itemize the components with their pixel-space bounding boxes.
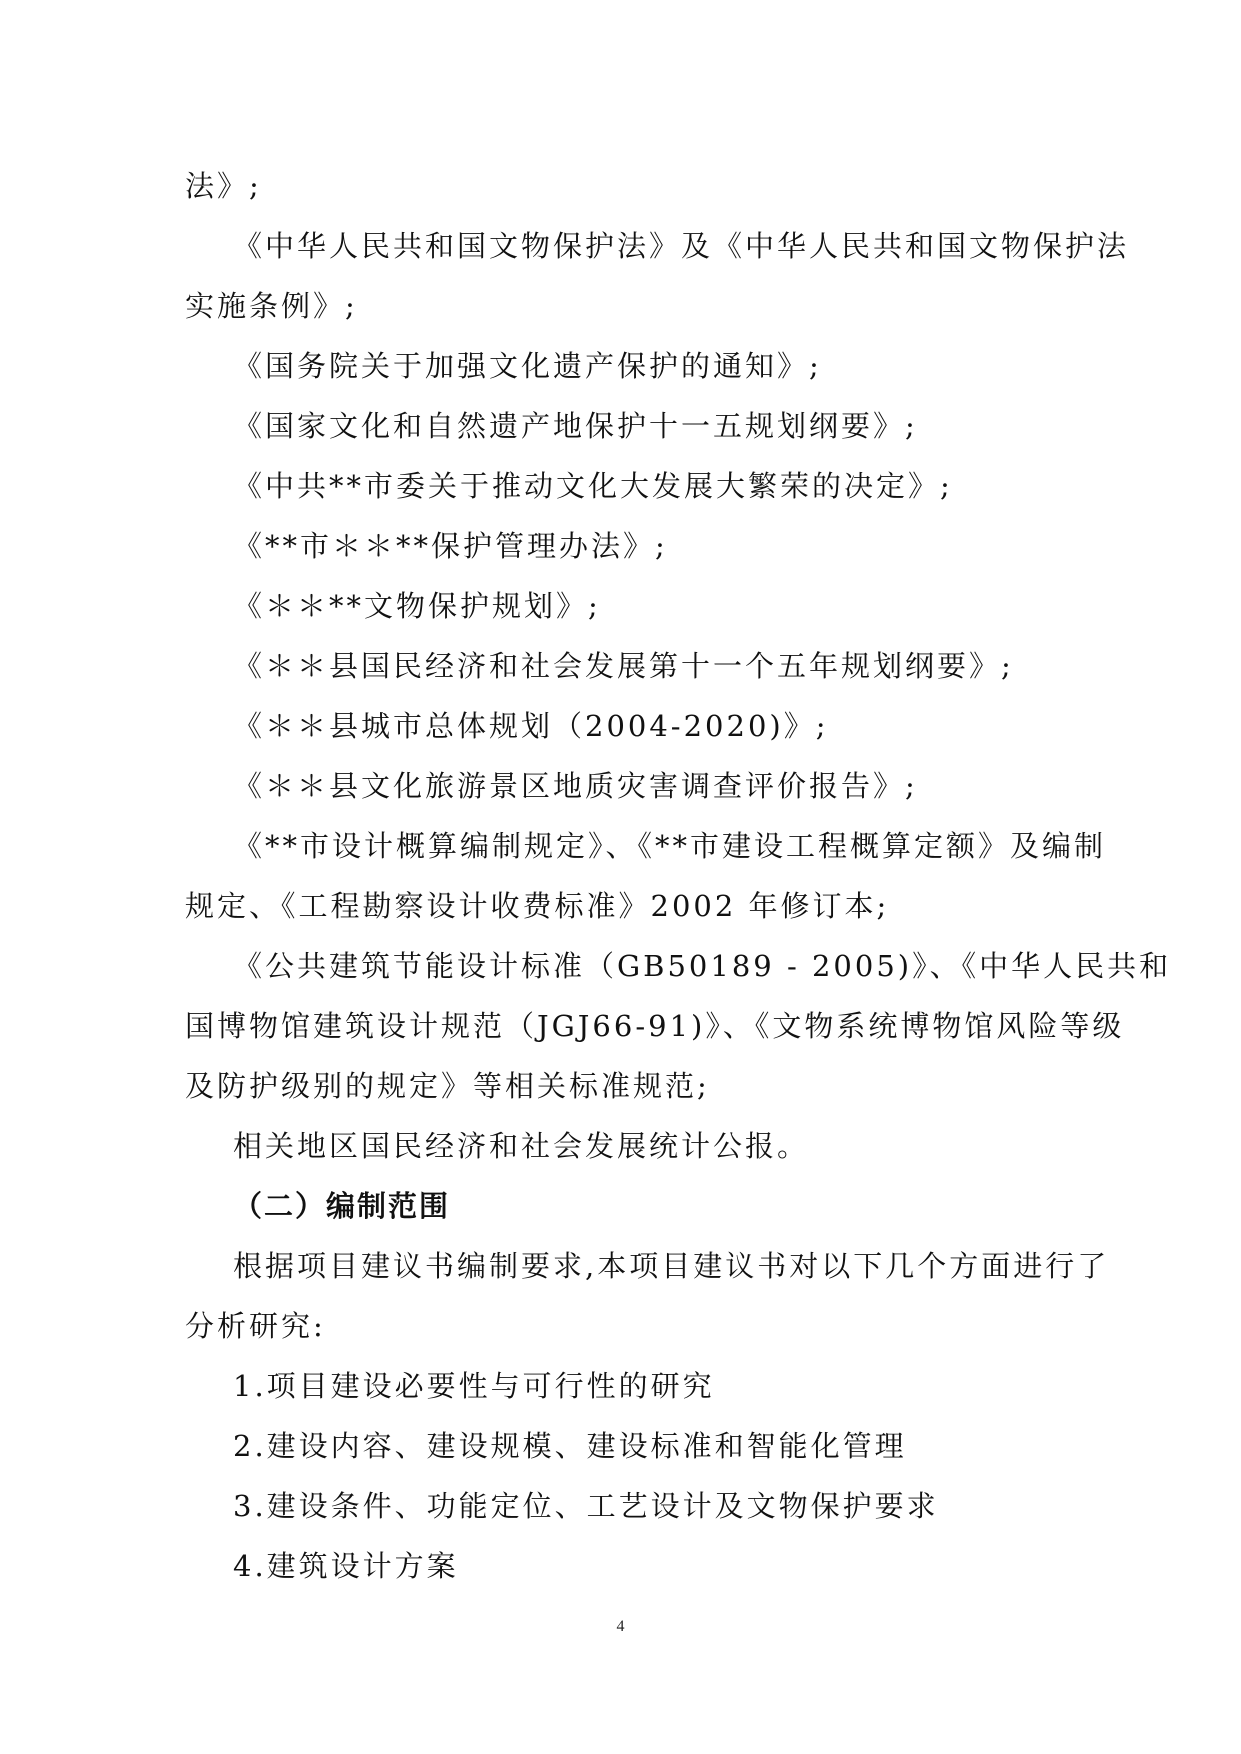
text-line: 《＊＊县文化旅游景区地质灾害调查评价报告》;	[233, 769, 918, 803]
text-line: 《＊＊**文物保护规划》;	[233, 589, 601, 623]
text-line: 法》;	[185, 169, 262, 203]
list-item: 3.建设条件、功能定位、工艺设计及文物保护要求	[233, 1489, 939, 1523]
text-line: 《＊＊县国民经济和社会发展第十一个五年规划纲要》;	[233, 649, 1014, 683]
text-line: 实施条例》;	[185, 289, 358, 323]
text-line: 根据项目建议书编制要求,本项目建议书对以下几个方面进行了	[233, 1249, 1110, 1283]
list-item: 4.建筑设计方案	[233, 1549, 459, 1583]
text-line: 国博物馆建筑设计规范（JGJ66-91)》、《文物系统博物馆风险等级	[185, 1009, 1125, 1043]
text-line: 《国务院关于加强文化遗产保护的通知》;	[233, 349, 822, 383]
list-item: 1.项目建设必要性与可行性的研究	[233, 1369, 715, 1403]
text-line: 相关地区国民经济和社会发展统计公报。	[233, 1129, 810, 1163]
page-number: 4	[616, 1618, 625, 1635]
list-item: 2.建设内容、建设规模、建设标准和智能化管理	[233, 1429, 907, 1463]
text-line: 《中华人民共和国文物保护法》及《中华人民共和国文物保护法	[233, 229, 1130, 263]
section-heading: （二）编制范围	[233, 1189, 451, 1223]
text-line: 《公共建筑节能设计标准（GB50189 - 2005)》、《中华人民共和	[233, 949, 1172, 983]
text-line: 《**市设计概算编制规定》、《**市建设工程概算定额》及编制	[233, 829, 1107, 863]
text-line: 《中共**市委关于推动文化大发展大繁荣的决定》;	[233, 469, 953, 503]
text-line: 《**市＊＊**保护管理办法》;	[233, 529, 668, 563]
text-line: 及防护级别的规定》等相关标准规范;	[185, 1069, 710, 1103]
page-body	[185, 156, 1172, 1596]
text-line: 分析研究:	[185, 1309, 326, 1343]
text-line: 规定、《工程勘察设计收费标准》2002 年修订本;	[185, 889, 890, 923]
text-line: 《＊＊县城市总体规划（2004-2020)》;	[233, 709, 829, 743]
text-line: 《国家文化和自然遗产地保护十一五规划纲要》;	[233, 409, 918, 443]
